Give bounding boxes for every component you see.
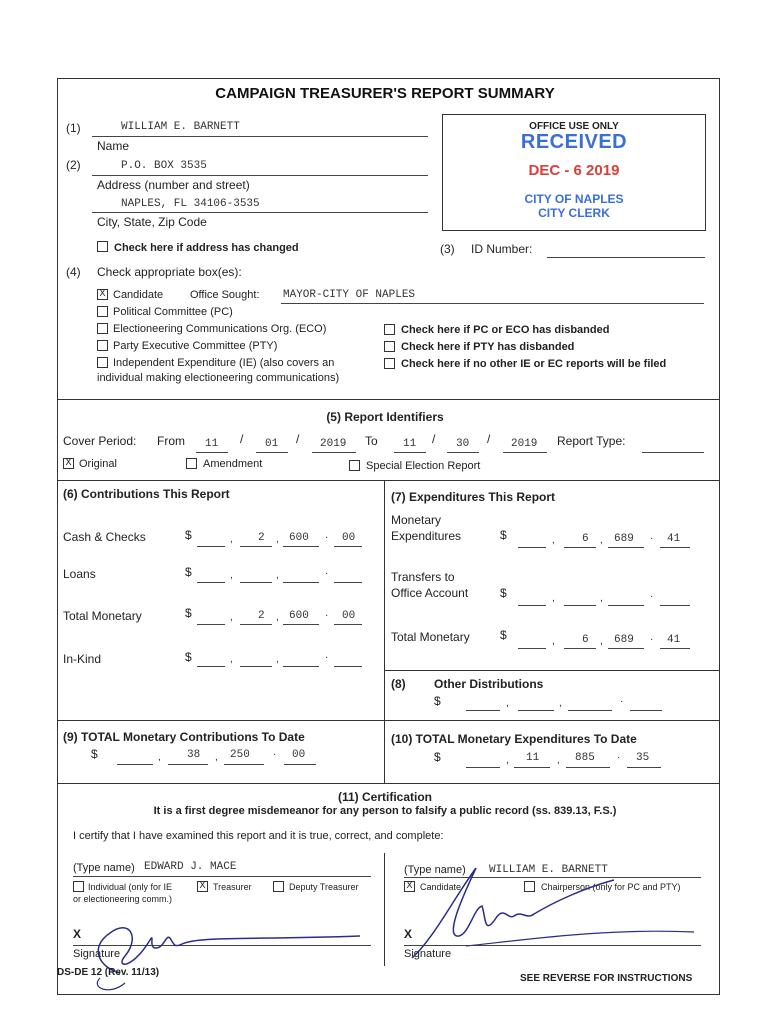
ctd-u4 bbox=[284, 764, 316, 765]
me-sep2: , bbox=[600, 535, 603, 546]
treasurer-checkbox[interactable]: X bbox=[197, 881, 208, 892]
pty-disbanded-label: Check here if PTY has disbanded bbox=[401, 341, 575, 353]
ctd-u3 bbox=[224, 764, 264, 765]
od-sep2: , bbox=[559, 698, 562, 709]
te-u3 bbox=[608, 648, 644, 649]
ctd-u2 bbox=[168, 764, 208, 765]
etd-sep2: , bbox=[557, 755, 560, 766]
tr-sep3: · bbox=[650, 591, 654, 602]
deputy-treasurer-label: Deputy Treasurer bbox=[289, 882, 359, 892]
received-stamp: RECEIVED bbox=[520, 131, 628, 153]
ik-u4 bbox=[334, 666, 362, 667]
etd-u1 bbox=[466, 767, 500, 768]
contrib-to-date-hundreds: 250 bbox=[230, 749, 250, 761]
divider-after-section5 bbox=[57, 480, 720, 481]
te-u2 bbox=[564, 648, 596, 649]
pty-checkbox[interactable] bbox=[97, 340, 108, 351]
from-day-underline bbox=[256, 452, 288, 453]
pc-eco-disbanded-checkbox[interactable] bbox=[384, 324, 395, 335]
me-sep3: · bbox=[650, 533, 654, 544]
tr-u2 bbox=[564, 605, 596, 606]
pc-eco-disbanded-label: Check here if PC or ECO has disbanded bbox=[401, 324, 610, 336]
pc-label: Political Committee (PC) bbox=[113, 306, 233, 318]
section2-num: (2) bbox=[66, 158, 81, 172]
loans-u1 bbox=[197, 582, 225, 583]
to-day-underline bbox=[447, 452, 479, 453]
section4-label: Check appropriate box(es): bbox=[97, 265, 242, 279]
pty-label: Party Executive Committee (PTY) bbox=[113, 340, 278, 352]
received-date-stamp: DEC - 6 2019 bbox=[528, 162, 620, 179]
tc-u2 bbox=[240, 624, 272, 625]
to-month: 11 bbox=[403, 438, 417, 450]
section3-num: (3) bbox=[440, 242, 455, 256]
cash-sep2: , bbox=[276, 534, 279, 545]
expenditures-title: (7) Expenditures This Report bbox=[391, 490, 556, 504]
total-exp-cents: 41 bbox=[667, 634, 681, 646]
tr-u1 bbox=[518, 605, 546, 606]
od-sep1: , bbox=[506, 698, 509, 709]
etd-sep1: , bbox=[506, 755, 509, 766]
certify-statement: I certify that I have examined this report and it is true, correct, and complete: bbox=[73, 830, 444, 842]
monetary-exp-cents: 41 bbox=[667, 533, 681, 545]
address-label: Address (number and street) bbox=[97, 178, 250, 192]
candidate-name: WILLIAM E. BARNETT bbox=[489, 864, 608, 876]
original-label: Original bbox=[79, 458, 117, 470]
contributions-title: (6) Contributions This Report bbox=[63, 487, 230, 501]
loans-sep3: · bbox=[325, 568, 329, 579]
special-election-label: Special Election Report bbox=[366, 460, 481, 472]
city-underline bbox=[92, 212, 428, 213]
cash-cents: 00 bbox=[342, 532, 356, 544]
section8-num: (8) bbox=[391, 677, 406, 691]
ik-u1 bbox=[197, 666, 225, 667]
candidate-checkbox[interactable]: X bbox=[97, 289, 108, 300]
pty-disbanded-checkbox[interactable] bbox=[384, 341, 395, 352]
address-changed-label: Check here if address has changed bbox=[114, 242, 299, 254]
total-contrib-hundreds: 600 bbox=[289, 610, 309, 622]
right-type-name-label: (Type name) bbox=[404, 864, 466, 876]
right-signature-label: Signature bbox=[404, 948, 452, 960]
od-u1 bbox=[466, 710, 500, 711]
me-u2 bbox=[564, 547, 596, 548]
report-identifiers-title: (5) Report Identifiers bbox=[326, 410, 444, 424]
to-day: 30 bbox=[456, 438, 470, 450]
ie-label-line2: individual making electioneering communications) bbox=[97, 372, 340, 384]
od-u4 bbox=[630, 710, 662, 711]
divider-before-section9 bbox=[57, 720, 720, 721]
cash-dollar: $ bbox=[185, 528, 192, 542]
cash-u2 bbox=[240, 546, 272, 547]
candidate-cert-checkbox[interactable]: X bbox=[404, 881, 415, 892]
chairperson-label: Chairperson (only for PC and PTY) bbox=[541, 882, 681, 892]
total-contrib-to-date-title: (9) TOTAL Monetary Contributions To Date bbox=[63, 730, 305, 744]
etd-u3 bbox=[566, 767, 610, 768]
ie-label-line1: Independent Expenditure (IE) (also covers an bbox=[113, 357, 335, 369]
monetary-exp-hundreds: 689 bbox=[614, 533, 634, 545]
tr-sep2: , bbox=[600, 593, 603, 604]
od-u3 bbox=[568, 710, 612, 711]
office-sought-underline bbox=[281, 303, 704, 304]
divider-before-section11 bbox=[57, 783, 720, 784]
treasurer-label: Treasurer bbox=[213, 882, 252, 892]
to-year-underline bbox=[503, 452, 547, 453]
other-distributions-title: Other Distributions bbox=[434, 677, 544, 691]
city-value: NAPLES, FL 34106-3535 bbox=[121, 198, 260, 210]
me-sep1: , bbox=[552, 535, 555, 546]
divider-before-section8 bbox=[384, 670, 720, 671]
left-name-underline bbox=[73, 876, 371, 877]
divider-6-7 bbox=[384, 480, 385, 783]
ctd-sep2: , bbox=[215, 752, 218, 763]
from-day: 01 bbox=[265, 438, 279, 450]
certification-title: (11) Certification bbox=[337, 790, 433, 804]
ik-sep3: · bbox=[325, 652, 329, 663]
od-u2 bbox=[518, 710, 554, 711]
report-type-field[interactable] bbox=[642, 452, 704, 453]
left-signature-label: Signature bbox=[73, 948, 121, 960]
cover-period-label: Cover Period: bbox=[63, 434, 137, 448]
contrib-to-date-thousands: 38 bbox=[187, 749, 201, 761]
eco-label: Electioneering Communications Org. (ECO) bbox=[113, 323, 327, 335]
monetary-exp-thousands: 6 bbox=[582, 533, 589, 545]
transfers-label2: Office Account bbox=[391, 586, 469, 600]
original-checkbox[interactable]: X bbox=[63, 458, 74, 469]
ctd-u1 bbox=[117, 764, 153, 765]
tc-sep1: , bbox=[230, 612, 233, 623]
divider-signatures bbox=[384, 853, 385, 966]
misdemeanor-warning: It is a first degree misdemeanor for any person to falsify a public record (ss. 839.13, F.S.) bbox=[153, 805, 617, 817]
individual-label-line1: Individual (only for IE bbox=[88, 882, 173, 892]
pc-checkbox[interactable] bbox=[97, 306, 108, 317]
from-year: 2019 bbox=[320, 438, 347, 450]
to-slash1: / bbox=[432, 432, 436, 446]
total-monetary-contrib-label: Total Monetary bbox=[63, 609, 142, 623]
tc-u4 bbox=[334, 624, 362, 625]
city-label: City, State, Zip Code bbox=[97, 215, 207, 229]
etd-u2 bbox=[514, 767, 550, 768]
candidate-signature bbox=[404, 858, 704, 968]
ctd-sep3: · bbox=[273, 749, 277, 760]
te-sep2: , bbox=[600, 636, 603, 647]
page-title: CAMPAIGN TREASURER'S REPORT SUMMARY bbox=[215, 85, 555, 102]
cash-hundreds: 600 bbox=[289, 532, 309, 544]
office-sought-value: MAYOR-CITY OF NAPLES bbox=[283, 289, 416, 301]
address-underline bbox=[92, 175, 428, 176]
te-sep3: · bbox=[650, 634, 654, 645]
from-month-underline bbox=[196, 452, 228, 453]
address-changed-checkbox[interactable] bbox=[97, 241, 108, 252]
me-u1 bbox=[518, 547, 546, 548]
total-exp-thousands: 6 bbox=[582, 634, 589, 646]
monetary-exp-label2: Expenditures bbox=[391, 529, 462, 543]
treasurer-name: EDWARD J. MACE bbox=[144, 861, 237, 873]
tc-u3 bbox=[283, 624, 319, 625]
tc-sep2: , bbox=[276, 612, 279, 623]
report-type-label: Report Type: bbox=[557, 434, 626, 448]
city-stamp-line2: CITY CLERK bbox=[538, 206, 610, 220]
ik-u2 bbox=[240, 666, 272, 667]
from-slash2: / bbox=[296, 432, 300, 446]
right-x-mark: X bbox=[404, 927, 413, 941]
contrib-to-date-cents: 00 bbox=[292, 749, 306, 761]
eco-checkbox[interactable] bbox=[97, 323, 108, 334]
cash-u1 bbox=[197, 546, 225, 547]
me-u4 bbox=[660, 547, 690, 548]
to-slash2: / bbox=[487, 432, 491, 446]
to-year: 2019 bbox=[511, 438, 538, 450]
loans-dollar: $ bbox=[185, 565, 192, 579]
name-underline bbox=[92, 136, 428, 137]
reverse-instructions: SEE REVERSE FOR INSTRUCTIONS bbox=[520, 973, 693, 984]
office-use-title: OFFICE USE ONLY bbox=[529, 121, 619, 132]
etd-u4 bbox=[627, 767, 661, 768]
cash-sep3: · bbox=[325, 532, 329, 543]
te-sep1: , bbox=[552, 636, 555, 647]
cash-u4 bbox=[334, 546, 362, 547]
loans-u4 bbox=[334, 582, 362, 583]
loans-u3 bbox=[283, 582, 319, 583]
loans-sep1: , bbox=[230, 570, 233, 581]
exp-to-date-cents: 35 bbox=[636, 752, 650, 764]
inkind-dollar: $ bbox=[185, 650, 192, 664]
tr-u3 bbox=[608, 605, 644, 606]
ctd-sep1: , bbox=[158, 752, 161, 763]
te-u1 bbox=[518, 648, 546, 649]
total-exp-dollar: $ bbox=[500, 628, 507, 642]
total-monetary-exp-label: Total Monetary bbox=[391, 630, 470, 644]
candidate-cert-label: Candidate bbox=[420, 882, 462, 892]
id-number-field[interactable] bbox=[547, 257, 705, 258]
tc-sep3: · bbox=[325, 610, 329, 621]
cash-checks-label: Cash & Checks bbox=[63, 530, 146, 544]
city-stamp-line1: CITY OF NAPLES bbox=[524, 192, 624, 206]
total-exp-to-date-title: (10) TOTAL Monetary Expenditures To Date bbox=[391, 732, 637, 746]
ik-sep1: , bbox=[230, 654, 233, 665]
od-sep3: · bbox=[620, 696, 624, 707]
tr-u4 bbox=[660, 605, 690, 606]
transfers-dollar: $ bbox=[500, 586, 507, 600]
monetary-exp-label1: Monetary bbox=[391, 513, 442, 527]
monetary-exp-dollar: $ bbox=[500, 528, 507, 542]
me-u3 bbox=[608, 547, 644, 548]
divider-after-section4 bbox=[57, 399, 720, 400]
loans-u2 bbox=[240, 582, 272, 583]
special-election-checkbox[interactable] bbox=[349, 460, 360, 471]
from-label: From bbox=[157, 434, 185, 448]
exp-to-date-hundreds: 885 bbox=[575, 752, 595, 764]
other-dist-dollar: $ bbox=[434, 694, 441, 708]
individual-label-line2: or electioneering comm.) bbox=[73, 894, 173, 904]
from-month: 11 bbox=[205, 438, 219, 450]
office-sought-label: Office Sought: bbox=[190, 289, 260, 301]
loans-sep2: , bbox=[276, 570, 279, 581]
no-other-ie-checkbox[interactable] bbox=[384, 358, 395, 369]
tc-u1 bbox=[197, 624, 225, 625]
section1-num: (1) bbox=[66, 121, 81, 135]
exp-to-date-thousands: 11 bbox=[526, 752, 540, 764]
section4-num: (4) bbox=[66, 265, 81, 279]
left-x-mark: X bbox=[73, 927, 82, 941]
total-exp-hundreds: 689 bbox=[614, 634, 634, 646]
ik-sep2: , bbox=[276, 654, 279, 665]
ie-checkbox[interactable] bbox=[97, 357, 108, 368]
to-month-underline bbox=[394, 452, 426, 453]
tr-sep1: , bbox=[552, 593, 555, 604]
in-kind-label: In-Kind bbox=[63, 652, 102, 666]
cash-sep1: , bbox=[230, 534, 233, 545]
form-id: DS-DE 12 (Rev. 11/13) bbox=[57, 967, 160, 978]
total-contrib-thousands: 2 bbox=[258, 610, 265, 622]
from-slash1: / bbox=[240, 432, 244, 446]
address-value: P.O. BOX 3535 bbox=[121, 160, 207, 172]
id-number-label: ID Number: bbox=[471, 242, 533, 256]
left-type-name-label: (Type name) bbox=[73, 862, 135, 874]
amendment-checkbox[interactable] bbox=[186, 458, 197, 469]
total-contrib-dollar: $ bbox=[185, 606, 192, 620]
cash-thousands: 2 bbox=[258, 532, 265, 544]
from-year-underline bbox=[312, 452, 356, 453]
total-contrib-to-date-dollar: $ bbox=[91, 747, 98, 761]
to-label: To bbox=[365, 434, 378, 448]
loans-label: Loans bbox=[63, 567, 96, 581]
name-value: WILLIAM E. BARNETT bbox=[121, 121, 240, 133]
total-exp-to-date-dollar: $ bbox=[434, 750, 441, 764]
no-other-ie-label: Check here if no other IE or EC reports will be filed bbox=[401, 358, 667, 370]
transfers-label1: Transfers to bbox=[391, 570, 455, 584]
etd-sep3: · bbox=[617, 752, 621, 763]
cash-u3 bbox=[283, 546, 319, 547]
amendment-label: Amendment bbox=[203, 458, 263, 470]
ik-u3 bbox=[283, 666, 319, 667]
candidate-label: Candidate bbox=[113, 289, 164, 301]
name-label: Name bbox=[97, 139, 130, 153]
te-u4 bbox=[660, 648, 690, 649]
total-contrib-cents: 00 bbox=[342, 610, 356, 622]
